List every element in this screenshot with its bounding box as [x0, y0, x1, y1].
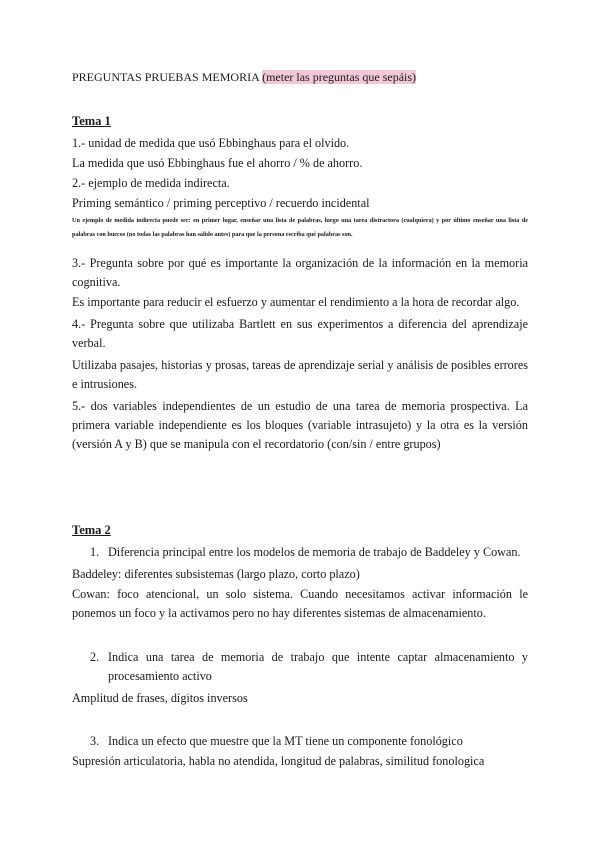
tema2-a1-baddeley: Baddeley: diferentes subsistemas (largo plazo, corto plazo) — [72, 567, 360, 581]
tema2-q2-number: 2. — [90, 650, 100, 664]
tema2-heading: Tema 2 — [72, 523, 111, 537]
tema1-a4: Utilizaba pasajes, historias y prosas, tareas de aprendizaje serial y análisis de posibles errores e intrusiones. — [72, 358, 528, 391]
document-title — [72, 70, 416, 85]
tema1-q3: 3.- Pregunta sobre por qué es importante la organización de la información en la memoria cognitiva. — [72, 256, 528, 289]
tema2-q2 — [72, 648, 528, 686]
tema1-q5: 5.- dos variables independientes de un estudio de una tarea de memoria prospectiva. La primera variable independiente es los bloques (variable intrasujeto) y la otra es la versión (versión A y B) que se manipula con el recordatorio (con/sin / entre grupos) — [72, 399, 528, 451]
tema1-q4: 4.- Pregunta sobre que utilizaba Bartlett en sus experimentos a diferencia del aprendizaje verbal. — [72, 317, 528, 350]
tema2-a1-cowan: Cowan: foco atencional, un solo sistema. Cuando necesitamos activar información le ponemos un foco y la activamos pero no hay diferentes sistemas de almacenamiento. — [72, 587, 528, 620]
title-text: PREGUNTAS PRUEBAS MEMORIA — [72, 70, 260, 84]
tema1-note: Un ejemplo de medida indirecta puede ser: en primer lugar, enseñar una lista de palabras, luego una tarea distractora (cualquiera) y por último enseñar una lista de palabras con huecos (no todas las palabras han salido antes) para que la persona escriba qué palabras son. — [72, 217, 528, 238]
tema2-q1 — [72, 543, 528, 562]
tema1-a1: La medida que usó Ebbinghaus fue el ahorro / % de ahorro. — [72, 156, 363, 170]
tema2-q3 — [72, 732, 528, 751]
tema1-a3: Es importante para reducir el esfuerzo y aumentar el rendimiento a la hora de recordar algo. — [72, 295, 520, 309]
tema2-q1-text: Diferencia principal entre los modelos de memoria de trabajo de Baddeley y Cowan. — [108, 545, 521, 559]
tema1-q2: 2.- ejemplo de medida indirecta. — [72, 176, 230, 190]
tema1-q1: 1.- unidad de medida que usó Ebbinghaus para el olvido. — [72, 136, 350, 150]
tema2-q1-number: 1. — [90, 545, 100, 559]
tema2-a2: Amplitud de frases, dígitos inversos — [72, 691, 248, 705]
tema2-q3-text: Indica un efecto que muestre que la MT tiene un componente fonológico — [108, 734, 463, 748]
tema2-a3: Supresión articulatoria, habla no atendida, longitud de palabras, similitud fonologica — [72, 754, 485, 768]
tema2-q3-number: 3. — [90, 734, 100, 748]
tema2-q2-text: Indica una tarea de memoria de trabajo que intente captar almacenamiento y procesamiento activo — [108, 650, 528, 683]
tema1-heading: Tema 1 — [72, 114, 111, 128]
title-highlight-note: (meter las preguntas que sepáis) — [262, 70, 417, 84]
tema1-a2: Priming semántico / priming perceptivo / recuerdo incidental — [72, 196, 370, 210]
